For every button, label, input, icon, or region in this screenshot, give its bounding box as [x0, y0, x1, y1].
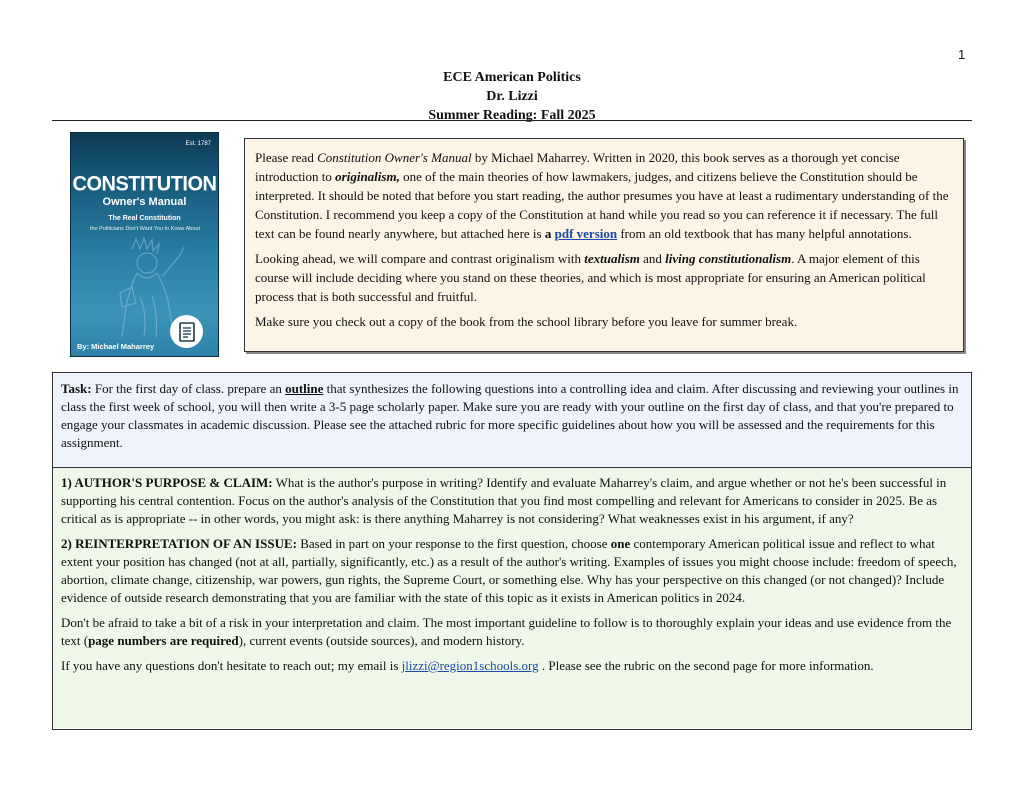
one-keyword: one — [610, 536, 631, 551]
term-living-constitutionalism: living constitutionalism — [665, 251, 792, 266]
intro-text: Looking ahead, we will compare and contrast originalism with — [255, 251, 585, 266]
question-1-text: What is the author's purpose in writing? Identify and evaluate Maharrey's claim, and argue whether or not he's been successful in supporting his central contention. Focus on the author's analysis of the Constitution that you find most compelling and relevant for Americans to consider in 2025. Be as critical as is appropriate -- in other words, you might ask: is there anything Maharrey is not considering? What weaknesses exist in his argument, if any? — [61, 475, 947, 526]
risk-text: ), current events (outside sources), and modern history. — [238, 633, 525, 648]
instructor-name: Dr. Lizzi — [486, 89, 538, 104]
question-2-text: contemporary American political issue and reflect to what extent your position has changed (not at all, partially, significantly, etc.) as a result of the author's writing. Examples of issues you might choose include: freedom of speech, abortion, climate change, citizenship, war powers, gun rights, the Supreme Court, or something else. Why has your perspective on this changed (or not changed)? Include evidence of outside research demonstrating that you are familiar with the state of this topic as it exists in American politics in 2024. — [61, 536, 957, 605]
question-2-text: Based in part on your response to the first question, choose — [296, 536, 611, 551]
risk-text: Don't be afraid to take a bit of a risk in your interpretation and claim. The most important guideline to follow is to thoroughly explain your ideas and use evidence from the text ( — [61, 615, 952, 648]
contact-text: . Please see the rubric on the second page for more information. — [538, 658, 874, 673]
page-number: 1 — [958, 47, 966, 62]
cover-subtitle: Owner's Manual — [102, 196, 187, 208]
intro-text: . A major element of this course will include deciding where you stand on these theories, and which is most appropriate for ensuring an American political process that is both successful and fruitful. — [255, 251, 926, 304]
intro-paragraph-1 — [255, 148, 954, 243]
risk-paragraph — [61, 614, 963, 650]
term-originalism: originalism, — [335, 169, 400, 184]
task-text: that synthesizes the following questions into a controlling idea and claim. After discussing and reviewing your outlines in class the first week of school, you will then write a 3-5 page scholarly paper. Make sure you are ready with your outline on the first day of class, and that you're prepared to engage your classmates in academic discussion. Please see the attached rubric for more specific guidelines about how you will be assessed and the requirements for this assignment. — [61, 381, 959, 450]
task-section — [53, 373, 971, 468]
assignment-box — [52, 372, 972, 730]
intro-text: from an old textbook that has many helpful annotations. — [617, 226, 912, 241]
pdf-version-link[interactable]: pdf version — [554, 226, 618, 241]
outline-keyword: outline — [285, 381, 324, 396]
reading-intro-box — [244, 138, 964, 352]
question-1 — [61, 474, 963, 528]
term-textualism: textualism — [584, 251, 640, 266]
intro-text: one of the main theories of how lawmakers, judges, and citizens believe the Constitution should be interpreted. It should be noted that before you start reading, the author presumes you have at least a rudimentary understanding of the Constitution. I recommend you keep a copy of the Constitution at hand while you read so you can reference it if necessary. The full text can be found nearly anywhere, but attached here is — [255, 169, 949, 241]
a-word: a — [544, 226, 552, 241]
question-2 — [61, 535, 963, 607]
questions-section — [53, 468, 971, 728]
cover-author: By: Michael Maharrey — [77, 342, 155, 351]
page-numbers-required: page numbers are required — [88, 633, 239, 648]
task-label: Task: — [61, 381, 92, 396]
cover-est: Est. 1787 — [185, 141, 211, 147]
intro-text: Please read — [255, 150, 318, 165]
contact-paragraph — [61, 657, 963, 675]
task-text: For the first day of class. prepare an — [91, 381, 286, 396]
intro-text: and — [639, 251, 666, 266]
email-link[interactable]: jlizzi@region1schools.org — [401, 658, 539, 673]
cover-tagline: The Real Constitution — [108, 215, 181, 222]
intro-paragraph-2 — [255, 249, 954, 306]
question-2-label: 2) REINTERPRETATION OF AN ISSUE: — [61, 536, 297, 551]
term-title: Summer Reading: Fall 2025 — [428, 108, 596, 123]
contact-text: If you have any questions don't hesitate to reach out; my email is — [61, 658, 402, 673]
header-divider — [52, 120, 972, 121]
cover-title: CONSTITUTION — [72, 172, 217, 196]
intro-text: by Michael Maharrey. Written in 2020, this book serves as a thorough yet concise introduction to — [255, 150, 900, 184]
book-cover-image — [70, 132, 219, 357]
document-header — [0, 68, 1024, 125]
question-1-label: 1) AUTHOR'S PURPOSE & CLAIM: — [61, 475, 273, 490]
course-title: ECE American Politics — [443, 70, 581, 85]
cover-tagline-small: the Politicians Don't Want You to Know About — [90, 226, 200, 232]
book-title: Constitution Owner's Manual — [317, 150, 472, 165]
intro-paragraph-3: Make sure you check out a copy of the book from the school library before you leave for summer break. — [255, 314, 798, 329]
document-badge-icon — [170, 315, 203, 348]
